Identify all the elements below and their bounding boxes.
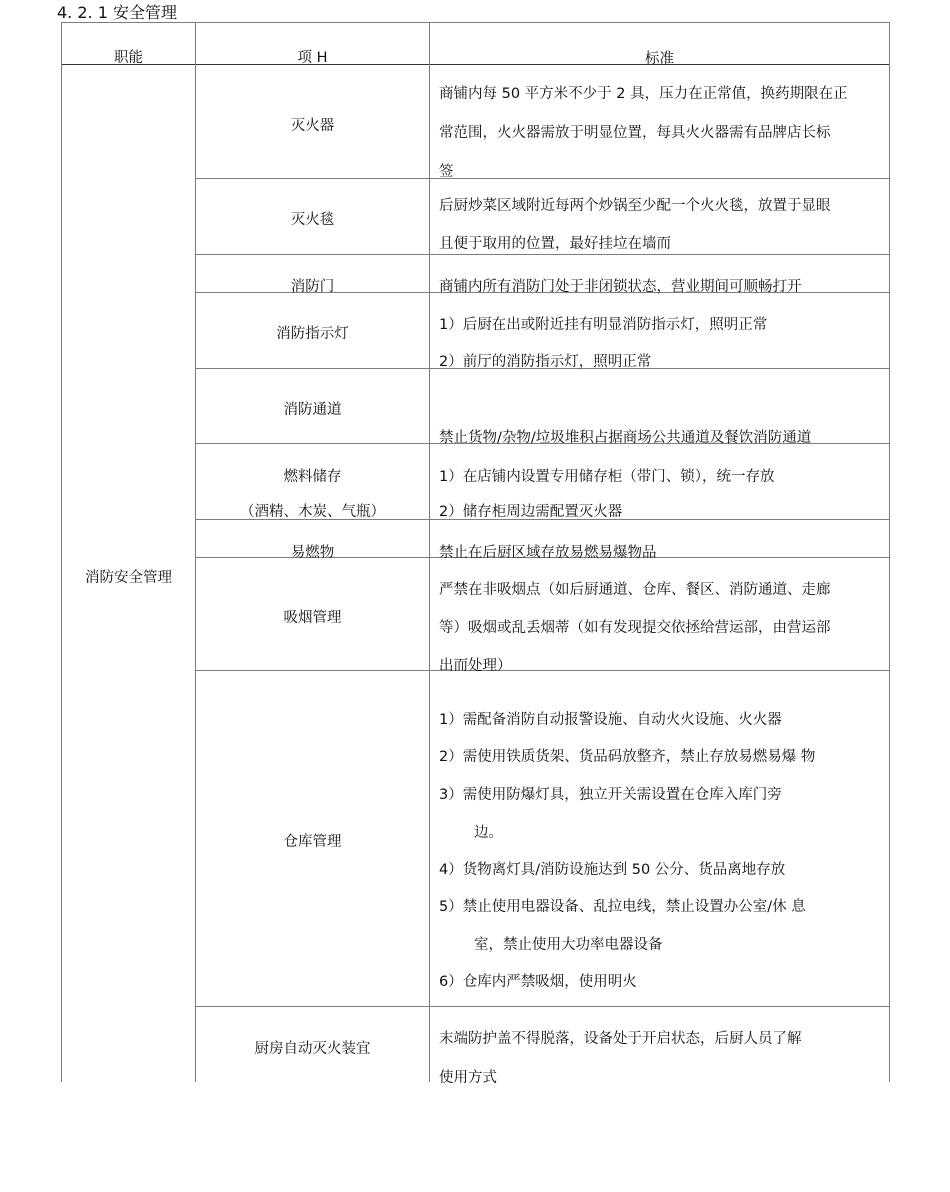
- standard-line: 后厨炒菜区域附近每两个炒锅至少配一个火火毯，放置于显眼: [439, 198, 831, 214]
- standard-line: 等）吸烟或乱丢烟蒂（如有发现提交依拯给营运部，由营运部: [439, 620, 831, 636]
- standard-line: 3）需使用防爆灯具，独立开关需设置在仓库入库门旁: [439, 787, 782, 803]
- section-title: 4. 2. 1 安全管理: [57, 3, 177, 22]
- header-item: 项 H: [297, 50, 328, 66]
- header-standard: 标准: [645, 51, 674, 67]
- item-fire-blanket: 灭火毯: [290, 212, 335, 228]
- standard-line: 且便于取用的位置，最好挂垃在墙而: [439, 236, 671, 252]
- standard-line: 2）前厅的消防指示灯，照明正常: [439, 354, 652, 370]
- item-smoking: 吸烟管理: [283, 610, 342, 626]
- standard-line: 1）后厨在出或附近挂有明显消防指示灯，照明正常: [439, 317, 768, 333]
- standard-line: 禁止在后厨区域存放易燃易爆物品: [439, 545, 657, 561]
- item-fire-passage: 消防通道: [283, 402, 342, 418]
- standard-line: 5）禁止使用电器设备、乱拉电线，禁止设置办公室/休 息: [439, 899, 806, 915]
- item-fuel-storage: 燃料储存: [283, 469, 342, 485]
- standard-line: 2）储存柜周边需配置灭火器: [439, 504, 623, 520]
- item-warehouse: 仓库管理: [283, 834, 342, 850]
- standard-line: 签: [439, 164, 454, 180]
- standard-line: 出而处理）: [439, 658, 512, 674]
- standard-line: 常范围，火火器需放于明显位置，每具火火器需有品牌店长标: [439, 125, 831, 141]
- standard-line: 禁止货物/杂物/垃圾堆积占据商场公共通道及餐饮消防通道: [439, 430, 812, 446]
- standard-line: 2）需使用铁质货架、货品码放整齐，禁止存放易燃易爆 物: [439, 749, 816, 765]
- standard-line: 边。: [474, 825, 503, 841]
- standard-line: 商铺内每 50 平方米不少于 2 具，压力在正常值，换药期限在正: [439, 86, 848, 102]
- standard-line: 严禁在非吸烟点（如后厨通道、仓库、餐区、消防通道、走廊: [439, 582, 831, 598]
- standard-line: 6）仓库内严禁吸烟，使用明火: [439, 974, 637, 990]
- item-fuel-storage-note: （酒精、木炭、气瓶）: [240, 504, 385, 520]
- item-fire-extinguisher: 灭火器: [290, 118, 335, 134]
- standard-line: 末端防护盖不得脱落，设备处于开启状态，后厨人员了解: [439, 1031, 802, 1047]
- item-flammables: 易燃物: [290, 545, 335, 561]
- standard-line: 4）货物离灯具/消防设施达到 50 公分、货品离地存放: [439, 862, 786, 878]
- item-exit-sign: 消防指示灯: [276, 326, 349, 342]
- standard-line: 室，禁止使用大功率电器设备: [474, 937, 663, 953]
- standard-line: 1）需配备消防自动报警设施、自动火火设施、火火器: [439, 712, 782, 728]
- standard-line: 商铺内所有消防门处于非闭锁状态，营业期间可顺畅打开: [439, 279, 802, 295]
- header-function: 职能: [114, 50, 143, 66]
- standard-line: 1）在店铺内设置专用储存柜（带门、锁），统一存放: [439, 469, 775, 485]
- standard-line: 使用方式: [439, 1070, 497, 1086]
- item-fire-door: 消防门: [290, 279, 335, 295]
- function-label: 消防安全管理: [85, 570, 172, 586]
- item-kitchen-suppression: 厨房自动灭火装宜: [254, 1041, 371, 1057]
